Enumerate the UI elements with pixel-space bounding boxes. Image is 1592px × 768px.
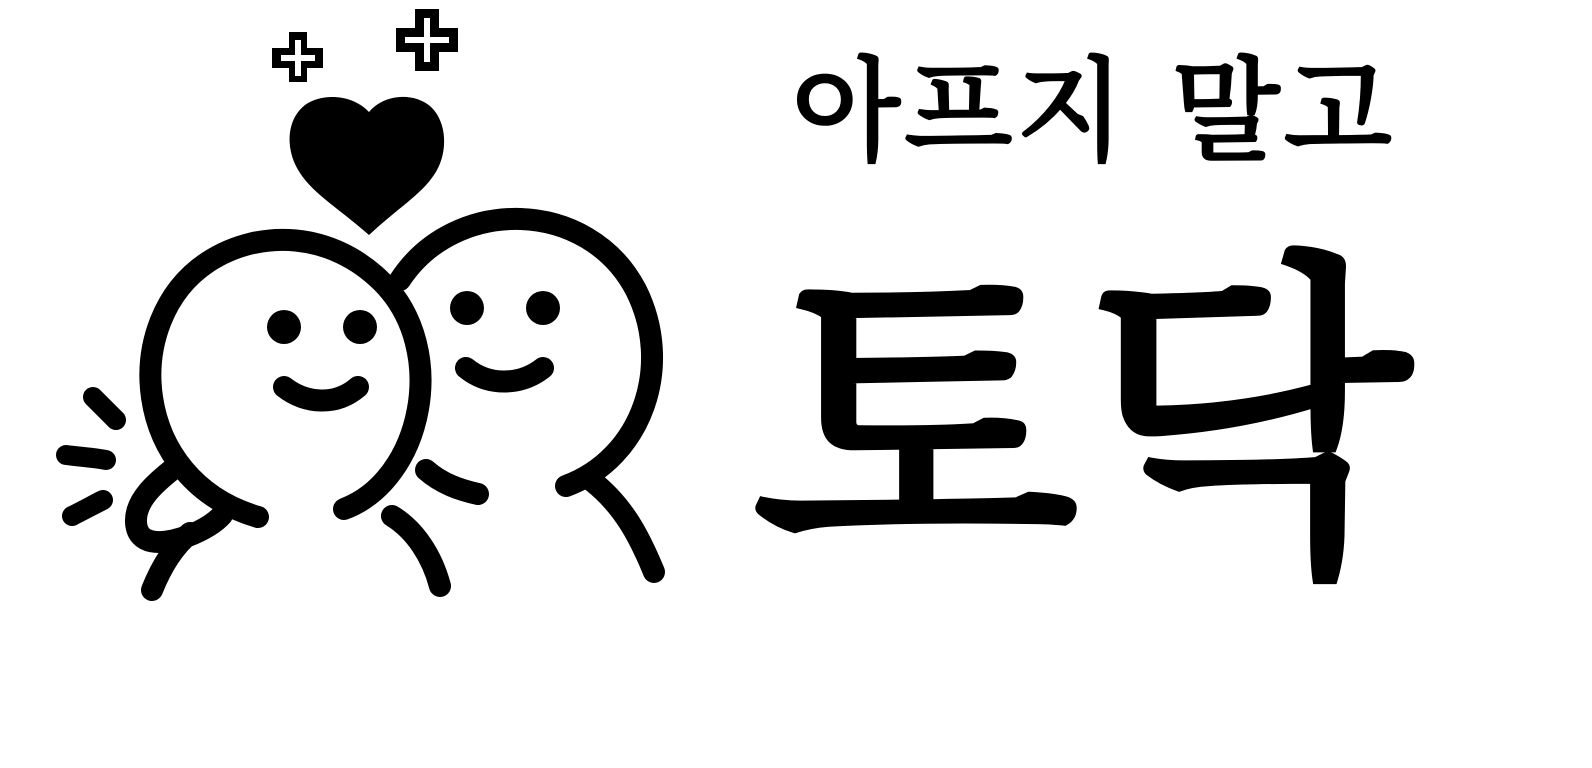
character-right-face (450, 291, 560, 382)
eye-icon (526, 291, 560, 325)
eye-icon (343, 310, 377, 344)
smile-icon (284, 387, 358, 401)
character-left (136, 240, 478, 590)
eye-icon (450, 291, 484, 325)
character-left-face (267, 310, 377, 401)
motion-lines-icon (66, 397, 116, 516)
logo-illustration (0, 0, 700, 640)
smile-icon (466, 368, 543, 382)
brand-name: 토닥 (752, 225, 1418, 619)
character-right (400, 219, 654, 572)
tagline: 아프지 말고 (792, 47, 1396, 177)
eye-icon (267, 310, 301, 344)
sparkle-icon-left (272, 32, 323, 82)
heart-icon (290, 97, 445, 235)
sparkle-icon-right (396, 9, 458, 71)
